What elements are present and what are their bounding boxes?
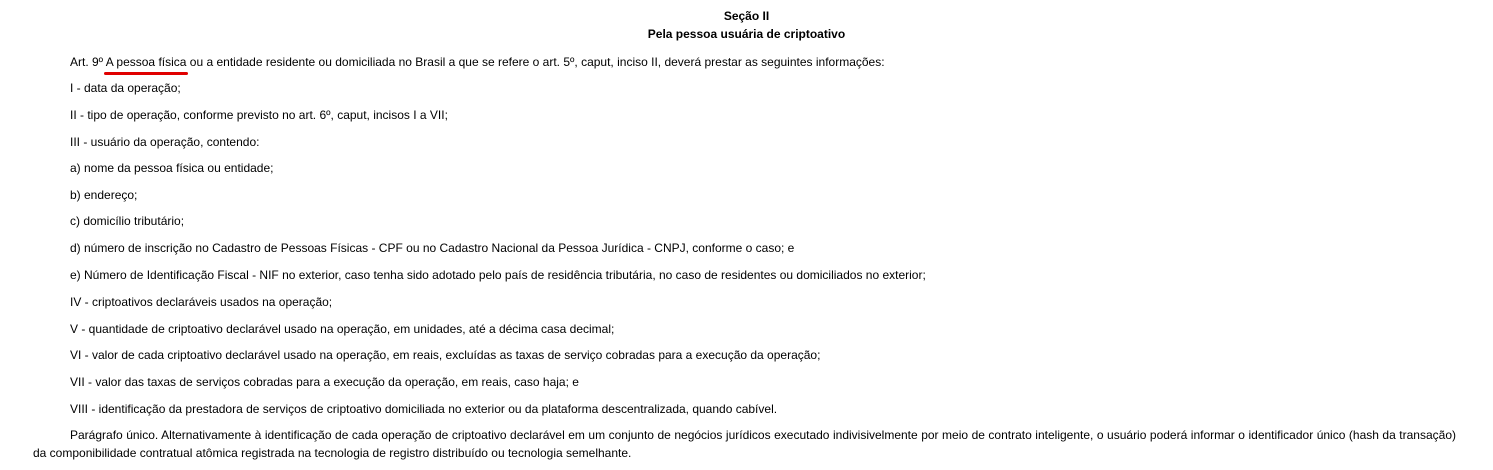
list-item: d) número de inscrição no Cadastro de Pessoas Físicas - CPF ou no Cadastro Nacional da Pessoa Jurídica - CNPJ, conforme o caso; e [70,241,795,255]
section-subtitle: Pela pessoa usuária de criptoativo [647,27,846,41]
list-item: c) domicílio tributário; [70,214,185,228]
list-item: III - usuário da operação, contendo: [70,135,260,149]
list-item: V - quantidade de criptoativo declarável usado na operação, em unidades, até a décima casa decimal; [70,322,615,336]
list-item: b) endereço; [70,188,138,202]
article-text [70,55,885,69]
list-item: IV - criptoativos declaráveis usados na operação; [70,295,333,309]
article-rest: ou a entidade residente ou domiciliada no Brasil a que se refere o art. 5º, caput, inciso II, deverá prestar as seguintes informações: [186,55,885,69]
list-item: e) Número de Identificação Fiscal - NIF no exterior, caso tenha sido adotado pelo país de residência tributária, no caso de residentes ou domiciliados no exterior; [70,268,926,282]
list-item: I - data da operação; [70,81,181,95]
list-item: VIII - identificação da prestadora de serviços de criptoativo domiciliada no exterior ou da plataforma descentralizada, quando cabível. [70,402,778,416]
highlighted-phrase-text: A pessoa física [105,55,187,69]
list-item: VI - valor de cada criptoativo declarável usado na operação, em reais, excluídas as taxas de serviço cobradas para a execução da operação; [70,348,821,362]
highlighted-phrase [106,55,187,69]
list-item: a) nome da pessoa física ou entidade; [70,161,274,175]
red-underline-mark [104,72,189,75]
section-title: Seção II [723,9,770,23]
sole-paragraph: Parágrafo único. Alternativamente à identificação de cada operação de criptoativo declarável em um conjunto de negócios jurídicos executado indivisivelmente por meio de contrato inteligente, o usuário poderá informar o identificador único (hash da transação) da componibilidade contratual atômica registrada na tecnologia de registro distribuído ou tecnologia semelhante. [33,428,1456,460]
list-item: VII - valor das taxas de serviços cobradas para a execução da operação, em reais, caso haja; e [70,375,579,389]
list-item: II - tipo de operação, conforme previsto no art. 6º, caput, incisos I a VII; [70,108,448,122]
article-prefix: Art. 9º [70,55,106,69]
